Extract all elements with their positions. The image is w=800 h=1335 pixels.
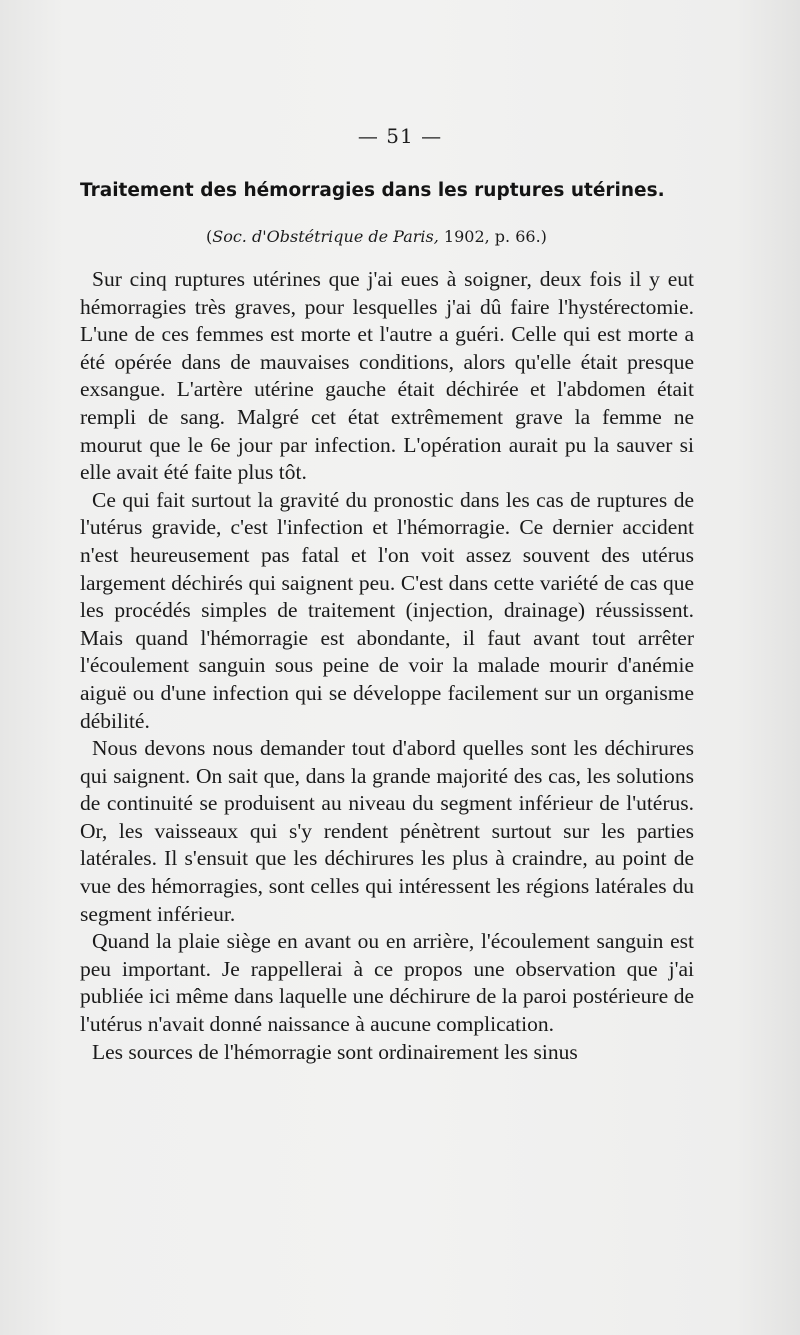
paragraph-2: Ce qui fait surtout la gravité du pronostic dans les cas de ruptures de l'utérus gravide, c'est l'infection et l'hémorragie. Ce dernier accident n'est heureusement pas fatal et l'on voit assez souvent des utérus largement déchirés qui saignent peu. C'est dans cette variété de cas que les procédés simples de traitement (injection, drainage) réussissent. Mais quand l'hémorragie est abondante, il faut avant tout arrêter l'écoulement sanguin sous peine de voir la malade mourir d'anémie aiguë ou d'une infection qui se développe facilement sur un organisme débilité. <box>80 487 694 733</box>
article-title: Traitement des hémorragies dans les ruptures utérines. <box>80 180 665 201</box>
paragraph-4: Quand la plaie siège en avant ou en arrière, l'écoulement sanguin est peu important. Je rappellerai à ce propos une observation que j'ai publiée ici même dans laquelle une déchirure de la paroi postérieure de l'utérus n'avait donné naissance à aucune complication. <box>80 929 694 1037</box>
source-open: ( <box>206 227 213 246</box>
article-source <box>206 227 547 246</box>
paragraph-1: Sur cinq ruptures utérines que j'ai eues à soigner, deux fois il y eut hémorragies très graves, pour lesquelles j'ai dû faire l'hystérectomie. L'une de ces femmes est morte et l'autre a guéri. Celle qui est morte a été opérée dans de mauvaises conditions, alors qu'elle était presque exsangue. L'artère utérine gauche était déchirée et l'abdomen était rempli de sang. Malgré cet état extrêmement grave la femme ne mourut que le 6e jour par infection. L'opération aurait pu la sauver si elle avait été faite plus tôt. <box>80 267 694 485</box>
source-journal: Soc. d'Obstétrique de Paris, <box>212 227 439 246</box>
page-number: — 51 — <box>357 124 443 148</box>
source-details: 1902, p. 66.) <box>438 227 547 246</box>
article-body <box>80 266 694 1066</box>
paragraph-3: Nous devons nous demander tout d'abord quelles sont les déchirures qui saignent. On sait que, dans la grande majorité des cas, les solutions de continuité se produisent au niveau du segment inférieur de l'utérus. Or, les vaisseaux qui s'y rendent pénètrent surtout sur les parties latérales. Il s'ensuit que les déchirures les plus à craindre, au point de vue des hémorragies, sont celles qui intéressent les régions latérales du segment inférieur. <box>80 736 694 926</box>
paragraph-5: Les sources de l'hémorragie sont ordinairement les sinus <box>92 1039 578 1064</box>
